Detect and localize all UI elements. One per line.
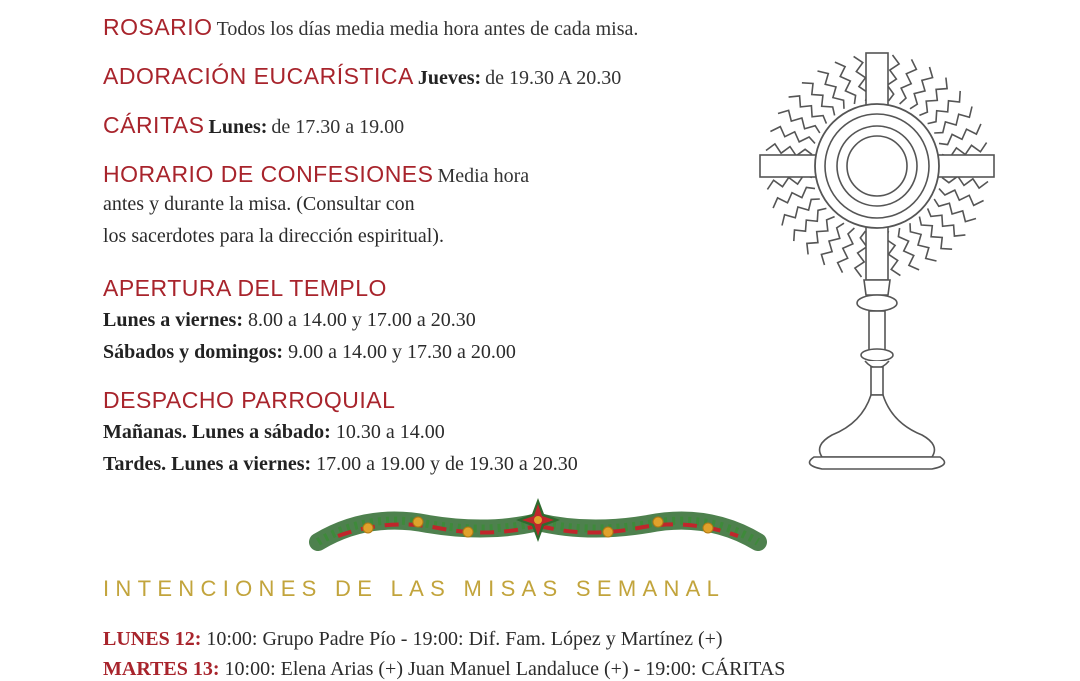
monstrance-ray: [900, 59, 917, 104]
mass-day: LUNES 12:: [103, 628, 202, 650]
monstrance-ray: [934, 199, 976, 222]
despacho-section: [103, 384, 578, 480]
monstrance-ray: [942, 176, 988, 188]
mass-row-monday: [103, 628, 723, 651]
despacho-row1-text: 10.30 a 14.00: [335, 421, 445, 443]
monstrance-ray: [835, 62, 856, 104]
apertura-title: APERTURA DEL TEMPLO: [103, 275, 387, 301]
apertura-row1-text: 8.00 a 14.00 y 17.00 a 20.30: [248, 309, 476, 331]
monstrance-ray: [794, 208, 827, 241]
mass-text: 10:00: Elena Arias (+) Juan Manuel Landaluce (+) - 19:00: CÁRITAS: [219, 658, 786, 680]
monstrance-ray: [910, 67, 933, 109]
monstrance-ray: [887, 55, 899, 101]
confesiones-title: HORARIO DE CONFESIONES: [103, 161, 434, 187]
caritas-title: CÁRITAS: [103, 112, 205, 138]
monstrance-ray: [939, 189, 984, 206]
christmas-garland: [308, 492, 768, 564]
monstrance-ray: [821, 223, 844, 265]
monstrance-ray: [898, 228, 919, 270]
despacho-title: DESPACHO PARROQUIAL: [103, 387, 396, 413]
confesiones-line2: antes y durante la misa. (Consultar con: [103, 193, 415, 215]
adoracion-section: [103, 63, 621, 90]
rosario-text: Todos los días media media hora antes de cada misa.: [216, 18, 639, 40]
monstrance-ray: [919, 217, 952, 250]
apertura-row2-text: 9.00 a 14.00 y 17.30 a 20.00: [288, 341, 516, 363]
monstrance-ray: [855, 231, 867, 277]
monstrance-illustration: [752, 45, 1002, 475]
adoracion-text: de 19.30 A 20.30: [485, 67, 622, 89]
intenciones-title: INTENCIONES DE LAS MISAS SEMANAL: [103, 576, 726, 601]
monstrance-ray: [928, 91, 961, 124]
adoracion-label: Jueves:: [417, 67, 482, 89]
caritas-section: [103, 112, 404, 139]
despacho-row2-text: 17.00 a 19.00 y de 19.30 a 20.30: [316, 453, 578, 475]
confesiones-section: [103, 161, 529, 252]
adoracion-title: ADORACIÓN EUCARÍSTICA: [103, 63, 414, 89]
caritas-label: Lunes:: [208, 116, 268, 138]
mass-day: MARTES 13:: [103, 658, 220, 680]
confesiones-line3: los sacerdotes para la dirección espiritual).: [103, 225, 444, 247]
despacho-row1-label: Mañanas. Lunes a sábado:: [103, 421, 331, 443]
monstrance-ray: [802, 83, 835, 116]
rosario-title: ROSARIO: [103, 14, 213, 40]
apertura-row1-label: Lunes a viernes:: [103, 309, 243, 331]
monstrance-ray: [838, 228, 855, 273]
monstrance-ray: [773, 187, 815, 208]
caritas-text: de 17.30 a 19.00: [271, 116, 405, 138]
despacho-row2-label: Tardes. Lunes a viernes:: [103, 453, 312, 475]
monstrance-ray: [778, 110, 820, 133]
monstrance-ray: [766, 144, 812, 156]
monstrance-ray: [939, 124, 981, 145]
monstrance-ray: [770, 127, 815, 144]
apertura-section: [103, 272, 516, 368]
rosario-section: [103, 14, 638, 41]
apertura-row2-label: Sábados y domingos:: [103, 341, 284, 363]
confesiones-line1: Media hora: [437, 165, 530, 187]
mass-row-tuesday: [103, 658, 785, 681]
mass-text: 10:00: Grupo Padre Pío - 19:00: Dif. Fam. López y Martínez (+): [201, 628, 723, 650]
